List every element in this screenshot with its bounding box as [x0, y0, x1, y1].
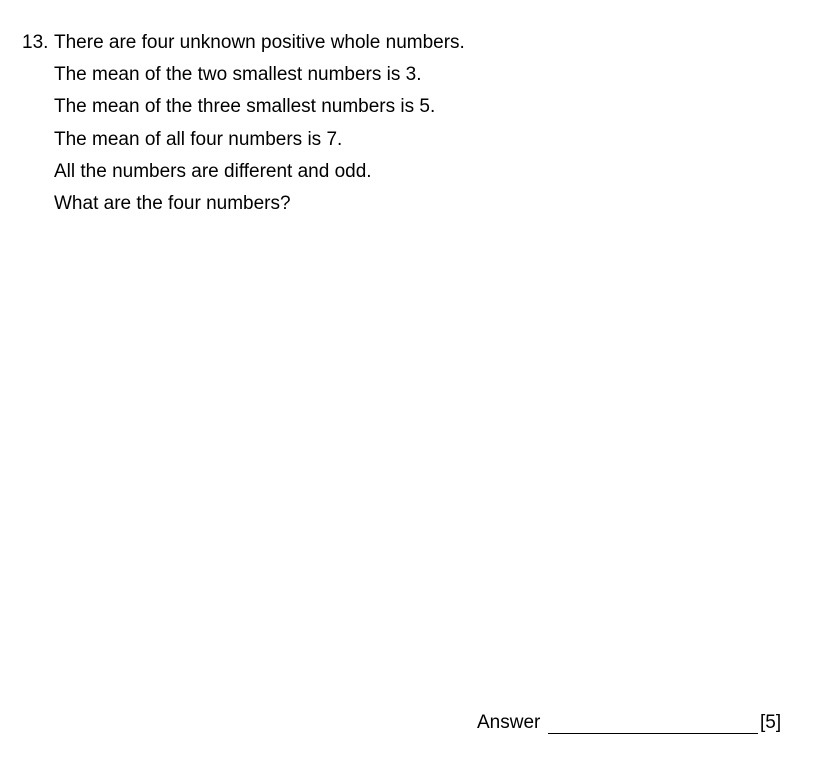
answer-label: Answer: [477, 712, 541, 733]
answer-line[interactable]: [548, 733, 758, 734]
question-line: There are four unknown positive whole numbers.: [54, 32, 465, 53]
question-line: What are the four numbers?: [54, 193, 291, 214]
question-line: All the numbers are different and odd.: [54, 161, 372, 182]
question-line: The mean of the two smallest numbers is 3.: [54, 64, 422, 85]
marks: [5]: [760, 712, 782, 733]
question-line: The mean of the three smallest numbers is 5.: [54, 96, 436, 117]
question-number: 13.: [22, 32, 49, 53]
question-line: The mean of all four numbers is 7.: [54, 129, 343, 150]
